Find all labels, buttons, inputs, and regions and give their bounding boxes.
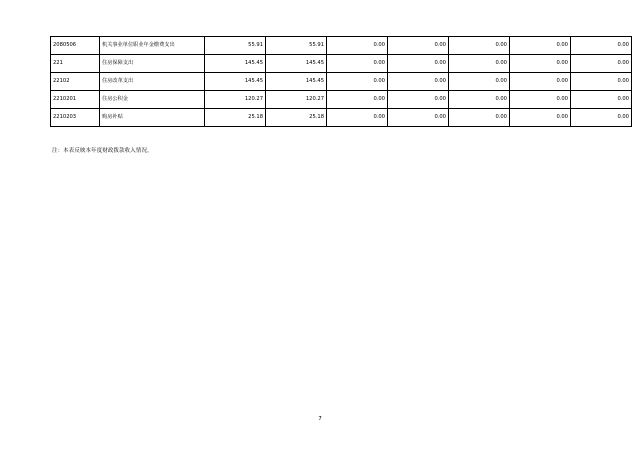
table-row: [51, 73, 632, 91]
row-value: 0.00: [571, 55, 632, 73]
row-value: 25.18: [266, 109, 327, 127]
budget-table-container: [50, 36, 629, 127]
page-number: 7: [318, 416, 322, 422]
row-name: 购房补贴: [100, 109, 205, 127]
row-value: 120.27: [205, 91, 266, 109]
row-value: 25.18: [205, 109, 266, 127]
row-value: 0.00: [510, 109, 571, 127]
row-value: 0.00: [388, 55, 449, 73]
row-value: 120.27: [266, 91, 327, 109]
row-value: 0.00: [388, 109, 449, 127]
row-value: 145.45: [205, 73, 266, 91]
row-value: 55.91: [266, 37, 327, 55]
row-name: 住房改革支出: [100, 73, 205, 91]
row-value: 0.00: [449, 109, 510, 127]
row-code: 221: [51, 55, 100, 73]
row-value: 0.00: [449, 73, 510, 91]
row-value: 0.00: [510, 55, 571, 73]
row-value: 0.00: [327, 73, 388, 91]
row-value: 0.00: [571, 91, 632, 109]
row-value: 0.00: [449, 37, 510, 55]
row-value: 0.00: [449, 55, 510, 73]
row-value: 0.00: [571, 73, 632, 91]
row-code: 2210203: [51, 109, 100, 127]
row-value: 0.00: [571, 37, 632, 55]
row-name: 机关事业单位职业年金缴费支出: [100, 37, 205, 55]
row-value: 0.00: [510, 37, 571, 55]
row-value: 0.00: [510, 91, 571, 109]
row-name: 住房公积金: [100, 91, 205, 109]
row-code: 22102: [51, 73, 100, 91]
table-row: [51, 55, 632, 73]
row-code: 2210201: [51, 91, 100, 109]
row-value: 0.00: [388, 91, 449, 109]
table-row: [51, 91, 632, 109]
row-code: 2080506: [51, 37, 100, 55]
row-value: 0.00: [327, 37, 388, 55]
table-body: [51, 37, 632, 127]
row-value: 0.00: [571, 109, 632, 127]
row-value: 145.45: [266, 55, 327, 73]
row-value: 0.00: [327, 91, 388, 109]
table-note: 注：本表反映本年度财政拨款收入情况。: [52, 148, 153, 154]
row-value: 0.00: [327, 109, 388, 127]
table-row: [51, 37, 632, 55]
row-value: 145.45: [266, 73, 327, 91]
budget-table: [50, 36, 632, 127]
row-value: 0.00: [388, 73, 449, 91]
table-row: [51, 109, 632, 127]
row-value: 0.00: [510, 73, 571, 91]
row-value: 0.00: [327, 55, 388, 73]
row-value: 145.45: [205, 55, 266, 73]
row-name: 住房保障支出: [100, 55, 205, 73]
row-value: 0.00: [388, 37, 449, 55]
row-value: 0.00: [449, 91, 510, 109]
row-value: 55.91: [205, 37, 266, 55]
